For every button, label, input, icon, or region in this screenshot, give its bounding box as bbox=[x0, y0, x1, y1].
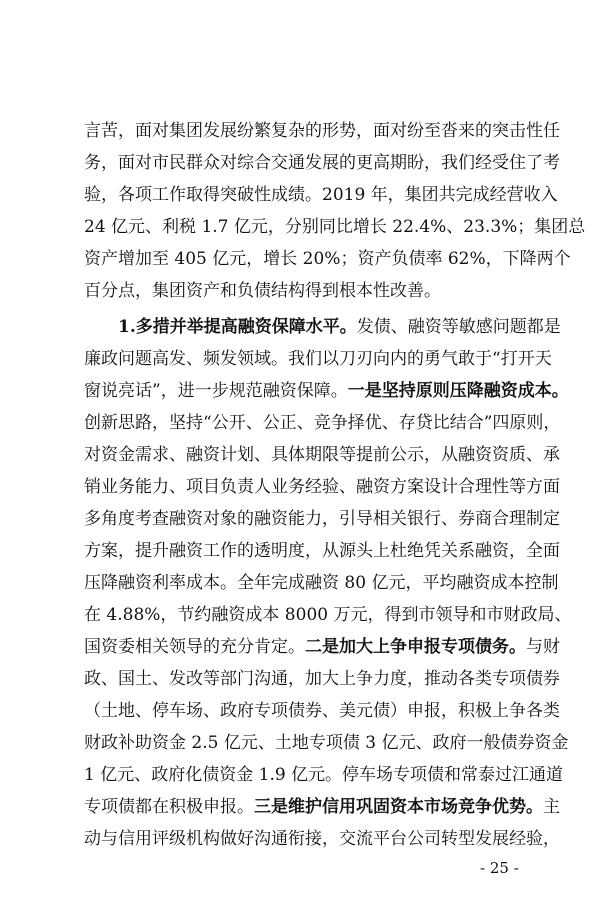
bold-subheading: 二是加大上争申报专项债务。 bbox=[305, 637, 526, 657]
text-span: 与财 bbox=[526, 637, 560, 657]
section-heading: 1.多措并举提高融资保障水平。 bbox=[118, 317, 357, 337]
text-span: 发债、融资等敏感问题都是 bbox=[356, 317, 561, 337]
text-line: 1 亿元、政府化债资金 1.9 亿元。停车场专项债和常泰过江通道 bbox=[84, 765, 564, 785]
text-line: 动与信用评级机构做好沟通衔接，交流平台公司转型发展经验， bbox=[84, 829, 560, 849]
text-line: 百分点，集团资产和负债结构得到根本性改善。 bbox=[84, 281, 441, 301]
text-span: 主 bbox=[543, 797, 560, 817]
bold-subheading: 一是坚持原则压降融资成本。 bbox=[347, 381, 569, 401]
text-line: 务，面对市民群众对综合交通发展的更高期盼，我们经受住了考 bbox=[84, 153, 560, 173]
text-line: 在 4.88%，节约融资成本 8000 万元，得到市领导和市财政局、 bbox=[84, 605, 572, 625]
text-line: 验，各项工作取得突破性成绩。2019 年，集团共完成经营收入 bbox=[84, 185, 558, 205]
text-line: 言苦，面对集团发展纷繁复杂的形势，面对纷至沓来的突击性任 bbox=[84, 121, 560, 141]
bold-subheading: 三是维护信用巩固资本市场竞争优势。 bbox=[254, 797, 543, 817]
text-line: 政、国土、发改等部门沟通，加大上争力度，推动各类专项债券 bbox=[84, 669, 560, 689]
text-line: 财政补助资金 2.5 亿元、土地专项债 3 亿元、政府一般债券资金 bbox=[84, 733, 569, 753]
text-line: 24 亿元、利税 1.7 亿元，分别同比增长 22.4%、23.3%；集团总 bbox=[84, 217, 586, 237]
text-line: （土地、停车场、政府专项债券、美元债）申报，积极上争各类 bbox=[84, 701, 560, 721]
page-number: - 25 - bbox=[480, 859, 519, 877]
text-span: 专项债都在积极申报。 bbox=[84, 797, 254, 817]
text-line: 压降融资利率成本。全年完成融资 80 亿元，平均融资成本控制 bbox=[84, 573, 559, 593]
text-line: 销业务能力、项目负责人业务经验、融资方案设计合理性等方面 bbox=[84, 477, 560, 497]
text-span: 窗说亮话”，进一步规范融资保障。 bbox=[84, 381, 348, 401]
text-line: 方案，提升融资工作的透明度，从源头上杜绝凭关系融资，全面 bbox=[84, 541, 560, 561]
text-line: 多角度考查融资对象的融资能力，引导相关银行、券商合理制定 bbox=[84, 509, 560, 529]
text-line bbox=[84, 631, 560, 663]
text-line: 资产增加至 405 亿元，增长 20%；资产负债率 62%，下降两个 bbox=[84, 249, 571, 269]
text-line: 对资金需求、融资计划、具体期限等提前公示，从融资资质、承 bbox=[84, 445, 560, 465]
text-line: 廉政问题高发、频发领域。我们以刀刃向内的勇气敢于“打开天 bbox=[84, 349, 552, 369]
text-line: 创新思路，坚持“公开、公正、竞争择优、存贷比结合”四原则， bbox=[84, 413, 561, 433]
text-span: 国资委相关领导的充分肯定。 bbox=[84, 637, 305, 657]
text-line bbox=[84, 375, 569, 407]
text-line bbox=[118, 311, 561, 343]
text-line bbox=[84, 791, 560, 823]
